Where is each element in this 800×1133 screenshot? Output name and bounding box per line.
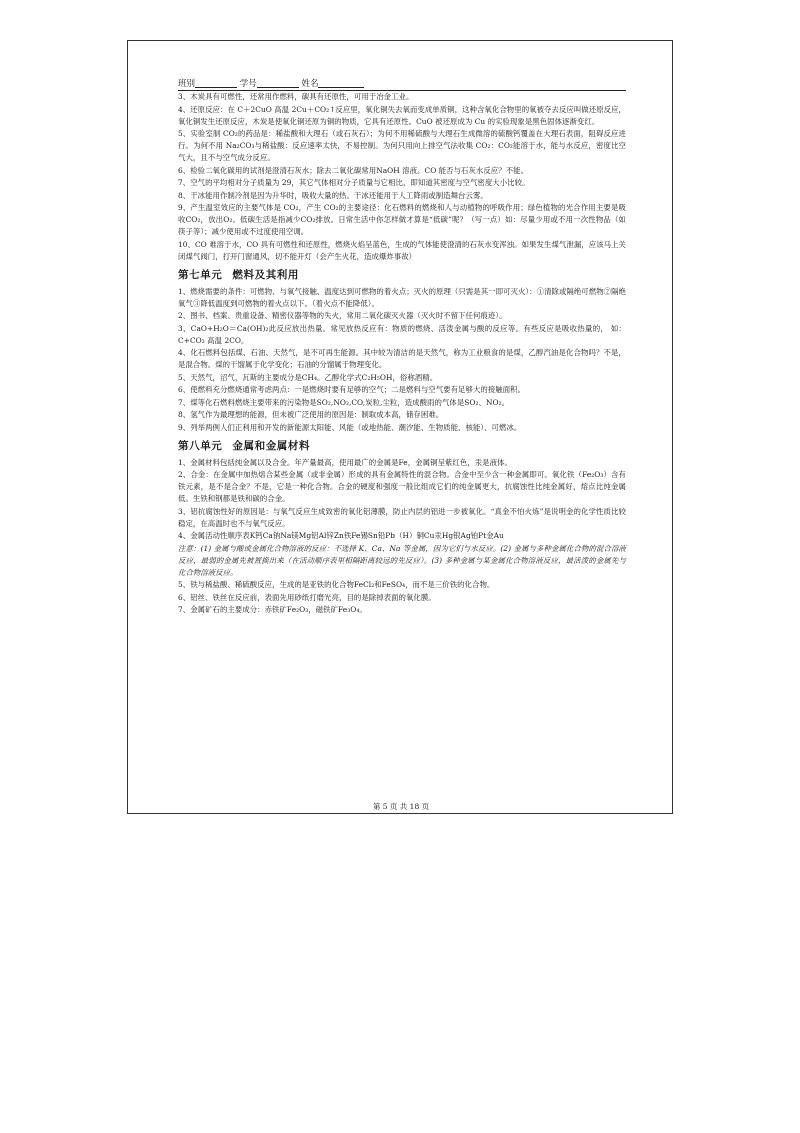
section-title-unit8 xyxy=(178,439,626,453)
list-item: 5、铁与稀盐酸、稀硫酸反应，生成的是亚铁的化合物FeCl₂和FeSO₄，而不是三价铁的化合物。 xyxy=(178,580,495,589)
list-item: 3、木炭具有可燃性，还常用作燃料，碳具有还原性，可用于冶金工业。 xyxy=(178,92,414,101)
list-item: 6、铝丝、铁丝在反应前，表面先用砂纸打磨光亮，目的是除掉表面的氧化膜。 xyxy=(178,592,436,602)
list-item: 9、产生温室效应的主要气体是 CO₂，产生 CO₂的主要途径：化石燃料的燃烧和人与动植物的呼吸作用；绿色植物的光合作用主要是吸收CO₂，放出O₂。低碳生活是指减少CO₂排放。日常生活中你怎样做才算是“低碳”呢？（写一点）如：尽量少用或不用一次性物品（如筷子等）；减少使用或不过度使用空调。 xyxy=(178,203,626,236)
name-blank xyxy=(318,78,364,88)
id-label: 学号 xyxy=(239,79,257,89)
list-item: 1、燃烧需要的条件：可燃物、与氧气接触、温度达到可燃物的着火点；灭火的原理（只需是其一即可灭火）：①清除或隔绝可燃物②隔绝氧气③降低温度到可燃物的着火点以下。（着火点不能降低）。 xyxy=(178,286,626,308)
list-item: 5、天然气，沼气，瓦斯的主要成分是CH₄。乙醇化学式C₂H₅OH，俗称酒精。 xyxy=(178,372,438,382)
list-item: 4、化石燃料包括煤、石油、天然气，是不可再生能源。其中较为清洁的是天然气，称为工业粮食的是煤，乙醇汽油是化合物吗？不是，是混合物。煤的干馏属于化学变化；石油的分馏属于物理变化。 xyxy=(178,348,626,369)
unit7-number: 第七单元 xyxy=(178,268,223,281)
unit8-list xyxy=(178,457,626,617)
list-item: 6、检验二氧化碳用的试剂是澄清石灰水；除去二氧化碳常用NaOH 溶液。CO 能否与石灰水反应？不能。 xyxy=(178,165,529,175)
list-item: 5、实验室制 CO₂的药品是：稀盐酸和大理石（或石灰石）；为何不用稀硫酸与大理石生成微溶的硫酸钙覆盖在大理石表面，阻碍反应进行。为何不用 Na₂CO₃与稀盐酸：反应速率太快，不易控制。为何只用向上排空气法收集 CO₂：CO₂能溶于水，能与水反应，密度比空气大，且不与空气成分反应。 xyxy=(178,129,626,162)
page-number: 第 5 页 共 18 页 xyxy=(372,802,430,811)
document-page xyxy=(127,40,673,814)
page-content xyxy=(178,78,626,617)
list-item: 7、煤等化石燃料燃烧主要带来的污染物是SO₂,NO₂,CO,炭粒,尘粒，造成酸雨的气体是SO₂、NO₂。 xyxy=(178,397,510,407)
unit7-name: 燃料及其利用 xyxy=(232,268,300,281)
activity-series-note: 注意：(1) 金属与酸或金属化合物溶液的反应：不选择 K、Ca、Na 等金属，因为它们与水反应。(2) 金属与多种金属化合物的混合溶液反应，最弱的金属先被置换出来（在活动顺序表里相隔距离较远的先反应）。(3) 多种金属与某金属化合物溶液反应，最活泼的金属先与化合物溶液反应。 xyxy=(178,543,626,577)
list-item: 10、CO 难溶于水，CO 具有可燃性和还原性，燃烧火焰呈蓝色，生成的气体能使澄清的石灰水变浑浊。如果发生煤气泄漏，应该马上关闭煤气阀门，打开门窗通风，切不能开灯（会产生火花，造成爆炸事故） xyxy=(178,239,626,261)
list-item: 4、还原反应：在 C＋2CuO 高温 2Cu＋CO₂↑反应里，氧化铜失去氧而变成单质铜，这种含氧化合物里的氧被夺去反应叫做还原反应，氧化铜发生还原反应，木炭是使氧化铜还原为铜的物质，它具有还原性。CuO 被还原成为 Cu 的实验现象是黑色固体逐渐变红。 xyxy=(178,104,626,126)
list-item: 8、氢气作为最理想的能源，但未被广泛使用的原因是：制取成本高，储存困难。 xyxy=(178,410,444,419)
unit7-list xyxy=(178,286,626,434)
list-item: 3、CaO+H₂O＝Ca(OH)₂此反应放出热量。常见放热反应有：物质的燃烧、活泼金属与酸的反应等。有些反应是吸收热量的， 如：C+CO₂ 高温 2CO。 xyxy=(178,323,626,345)
list-item: 2、图书、档案、贵重设备、精密仪器等物的失火，常用二氧化碳灭火器（灭火时不留下任何痕迹）。 xyxy=(178,311,507,320)
unit8-name: 金属和金属材料 xyxy=(232,439,311,452)
unit8-number: 第八单元 xyxy=(178,439,223,452)
unit6-continued xyxy=(178,91,626,263)
list-item: 7、金属矿石的主要成分：赤铁矿Fe₂O₃，磁铁矿Fe₃O₄。 xyxy=(178,605,367,614)
list-item: 3、铝抗腐蚀性好的原因是：与氧气反应生成致密的氧化铝薄膜，防止内层的铝进一步被氧化。“真金不怕火炼”是说明金的化学性质比较稳定，在高温时也不与氧气反应。 xyxy=(178,506,626,528)
student-info-header xyxy=(178,78,626,91)
list-item: 8、干冰能用作制冷剂是因为升华时，吸收大量的热。干冰还能用于人工降雨或制造舞台云雾。 xyxy=(178,190,488,200)
list-item: 6、使燃料充分燃烧通常考虑两点：一是燃烧时要有足够的空气；二是燃料与空气要有足够大的接触面积。 xyxy=(178,385,526,394)
list-item: 1、金属材料包括纯金属以及合金。年产量最高，使用最广的金属是Fe，金属铜呈紫红色，汞是液体。 xyxy=(178,457,512,467)
section-title-unit7 xyxy=(178,268,626,282)
list-item: 4、金属活动性顺序表K钙Ca钠Na镁Mg铝Al锌Zn铁Fe锡Sn铅Pb（H）铜Cu汞Hg银Ag铂Pt金Au xyxy=(178,531,504,540)
class-blank xyxy=(195,78,237,88)
list-item: 7、空气的平均相对分子质量为 29，其它气体相对分子质量与它相比，即知道其密度与空气密度大小比较。 xyxy=(178,178,530,187)
list-item: 2、合金：在金属中加热熔合某些金属（或非金属）形成的具有金属特性的混合物。合金中至少含一种金属即可。氧化铁（Fe₂O₃）含有铁元素，是不是合金？不是，它是一种化合物。合金的硬度和强度一般比组成它们的纯金属更大，抗腐蚀性比纯金属好，熔点比纯金属低。生铁和钢都是铁和碳的合金。 xyxy=(178,470,626,503)
name-label: 姓名 xyxy=(301,79,319,89)
class-label: 班别 xyxy=(178,79,196,89)
list-item: 9、列举两例人们正利用和开发的新能源太阳能、风能（或地热能、潮汐能、生物质能、核能）、可燃冰。 xyxy=(178,422,522,432)
id-blank xyxy=(257,78,299,88)
